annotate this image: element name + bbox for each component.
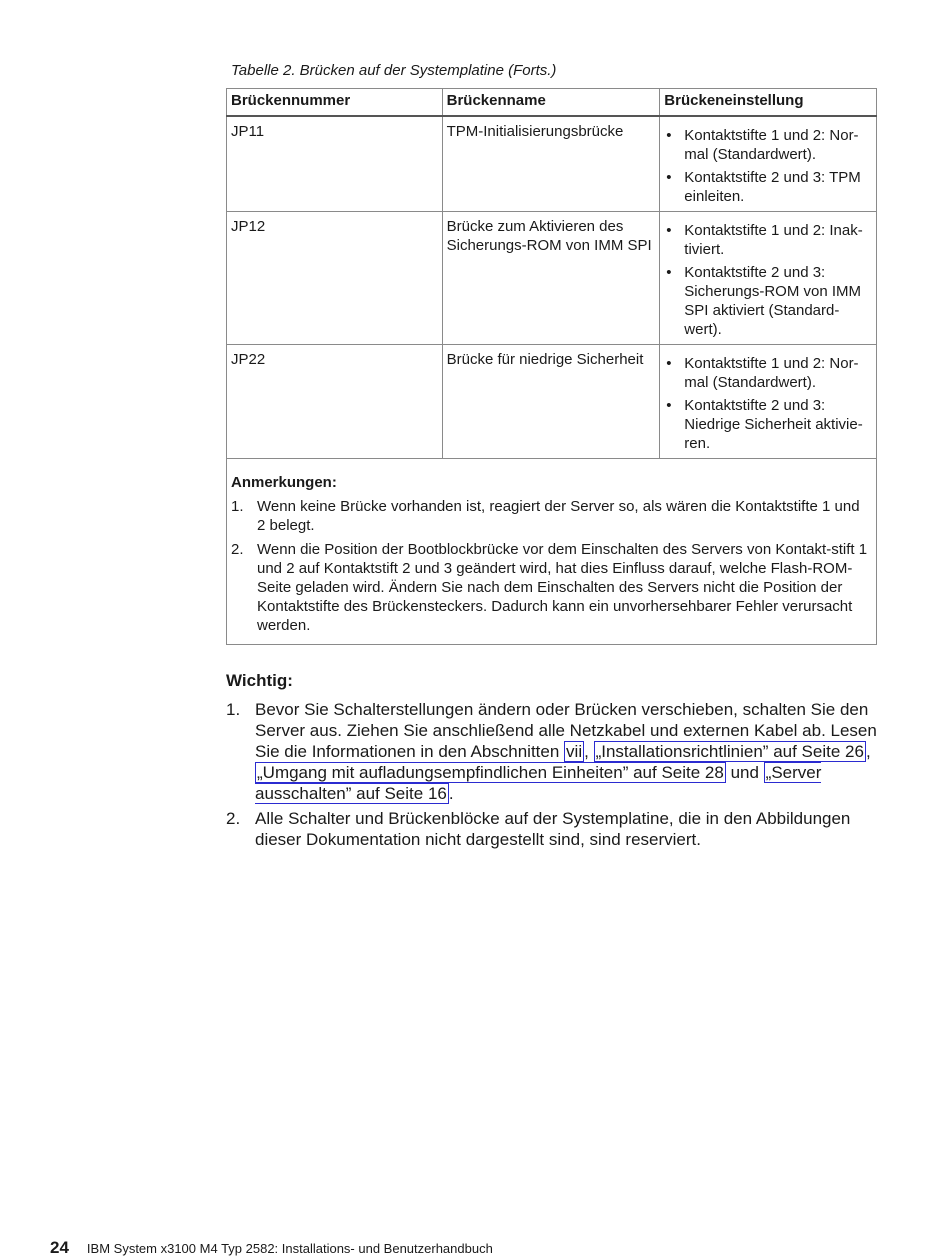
- setting-item: • Kontaktstifte 1 und 2: Nor-mal (Standardwert).: [666, 126, 872, 164]
- bridge-setting-cell: [660, 116, 877, 212]
- table-row: [227, 345, 877, 459]
- important-item: [226, 699, 886, 804]
- important-section: [226, 670, 886, 854]
- note-number: 1.: [231, 498, 244, 515]
- note-item: [231, 497, 872, 535]
- sentence-end: .: [448, 784, 454, 803]
- notes-cell: [227, 459, 877, 645]
- table-notes-row: [227, 459, 877, 645]
- setting-list: [666, 126, 872, 206]
- setting-item: • Kontaktstifte 1 und 2: Inak-tiviert.: [666, 221, 872, 259]
- important-text: Alle Schalter und Brückenblöcke auf der Systemplatine, die in den Abbildungen dieser Dokumentation nicht dargestellt sind, sind reserviert.: [255, 809, 851, 849]
- link-turn-off-server[interactable]: „Server ausschalten” auf Seite 16: [255, 763, 822, 803]
- bridge-name-cell: Brücke für niedrige Sicherheit: [442, 345, 660, 459]
- note-text: Wenn die Position der Bootblockbrücke vor dem Einschalten des Servers von Kontakt-stift 1 und 2 auf Kontaktstift 2 und 3 geändert wird, hat dies Einfluss darauf, welche Flash-ROM-Seite geladen wird. Ändern Sie nach dem Einschalten des Servers nicht die Position der Kontaktstifte des Brückensteckers. Dadurch kann ein unvorhersehbarer Fehler verursacht werden.: [257, 541, 868, 634]
- setting-list: [666, 354, 872, 453]
- important-number: 1.: [226, 700, 241, 719]
- page-footer: [50, 1238, 493, 1258]
- bridge-name-cell: TPM-Initialisierungsbrücke: [442, 116, 660, 212]
- link-installation-guidelines[interactable]: „Installationsrichtlinien” auf Seite 26: [595, 742, 864, 761]
- table-row: [227, 116, 877, 212]
- important-number: 2.: [226, 809, 241, 828]
- bridge-table: [226, 88, 877, 645]
- link-preface-page[interactable]: vii: [566, 742, 583, 761]
- important-title: Wichtig:: [226, 671, 293, 690]
- page-number: 24: [50, 1238, 69, 1257]
- link-separator: ,: [584, 742, 594, 761]
- notes-title: Anmerkungen:: [231, 474, 337, 491]
- bridge-number-cell: JP12: [227, 212, 443, 345]
- table-header-row: [227, 89, 877, 117]
- setting-list: [666, 221, 872, 339]
- link-static-sensitive-devices[interactable]: „Umgang mit aufladungsempfindlichen Einheiten” auf Seite 28: [257, 763, 724, 782]
- column-header-name: Brückenname: [442, 89, 660, 117]
- bridge-name-cell: Brücke zum Aktivieren des Sicherungs-ROM von IMM SPI: [442, 212, 660, 345]
- setting-item: • Kontaktstifte 2 und 3: TPM einleiten.: [666, 168, 872, 206]
- notes-list: [231, 497, 872, 635]
- note-item: [231, 540, 872, 635]
- important-list: [226, 699, 886, 850]
- footer-title: IBM System x3100 M4 Typ 2582: Installations- und Benutzerhandbuch: [86, 1241, 493, 1256]
- bridge-number-cell: JP22: [227, 345, 443, 459]
- link-separator: ,: [865, 742, 871, 761]
- setting-item: • Kontaktstifte 2 und 3: Niedrige Sicherheit aktivie-ren.: [666, 396, 872, 453]
- link-separator: und: [725, 763, 764, 782]
- table-caption: Tabelle 2. Brücken auf der Systemplatine (Forts.): [231, 62, 557, 79]
- bridge-number-cell: JP11: [227, 116, 443, 212]
- note-number: 2.: [231, 541, 244, 558]
- bridge-setting-cell: [660, 345, 877, 459]
- column-header-number: Brückennummer: [227, 89, 443, 117]
- column-header-setting: Brückeneinstellung: [660, 89, 877, 117]
- important-text: Bevor Sie Schalterstellungen ändern oder Brücken verschieben, schalten Sie den Server aus. Ziehen Sie anschließend alle Netzkabel und externen Kabel ab. Lesen Sie die Informationen in den Abschnitten: [255, 700, 877, 761]
- important-item: [226, 808, 886, 850]
- bridge-setting-cell: [660, 212, 877, 345]
- note-text: Wenn keine Brücke vorhanden ist, reagiert der Server so, als wären die Kontaktstifte 1 und 2 belegt.: [257, 498, 860, 534]
- setting-item: • Kontaktstifte 2 und 3: Sicherungs-ROM von IMM SPI aktiviert (Standard-wert).: [666, 263, 872, 339]
- setting-item: • Kontaktstifte 1 und 2: Nor-mal (Standardwert).: [666, 354, 872, 392]
- table-row: [227, 212, 877, 345]
